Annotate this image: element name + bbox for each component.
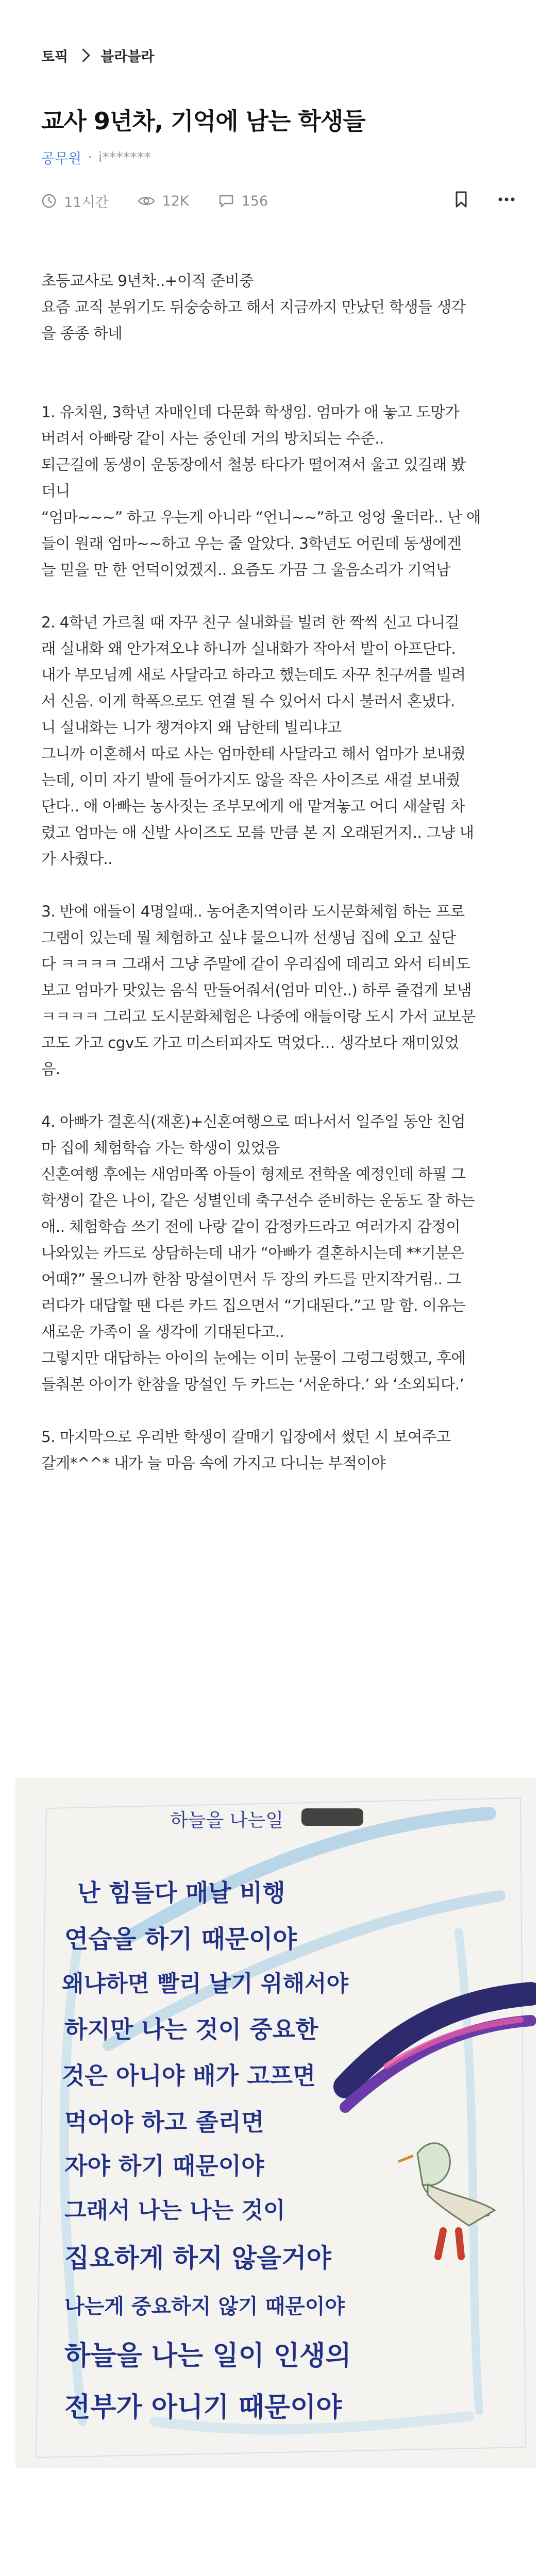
bookmark-icon[interactable] bbox=[454, 191, 468, 208]
poem-line: 것은 아니야 배가 고프면 bbox=[62, 2062, 316, 2090]
chevron-right-icon bbox=[76, 48, 90, 62]
poem-line: 자야 하기 때문이야 bbox=[64, 2152, 264, 2180]
views-stat bbox=[138, 193, 189, 209]
post-paragraph-2: 2. 4학년 가르칠 때 자꾸 친구 실내화를 빌려 한 짝씩 신고 다니길 래 실내화 왜 안가져오냐 하니까 실내화가 작아서 발이 아프단다. 내가 부모님께 새로 사달라고 하라고 했는데도 자꾸 친구꺼를 빌려 서 신음. 이게 학폭으로도 연결 될 수 있어서 다시 불러서 혼냈다. 니 실내화는 니가 챙겨야지 왜 남한테 빌리냐고 그니까 이혼해서 따로 사는 엄마한테 사달라고 해서 엄마가 보내줬 는데, 이미 자기 발에 들어가지도 않을 작은 사이즈로 새걸 보내줬 단다.. 애 아빠는 농사짓는 조부모에게 애 맡겨놓고 어디 새살림 차 렸고 엄마는 애 신발 사이즈도 모를 만큼 본 지 오래된거지.. 그냥 내 가 사줬다.. bbox=[41, 614, 474, 868]
post-comments-count: 156 bbox=[241, 193, 268, 209]
poem-line: 연습을 하기 때문이야 bbox=[64, 1925, 297, 1954]
more-options-icon[interactable] bbox=[498, 197, 515, 202]
post-paragraph-5: 5. 마지막으로 우리반 학생이 갈매기 입장에서 썼던 시 보여주고 갈게*^^* 내가 늘 마음 속에 가지고 다니는 부적이야 bbox=[41, 1428, 451, 1472]
breadcrumb-board-link[interactable]: 블라블라 bbox=[100, 49, 155, 65]
poem-line: 전부가 아니기 때문이야 bbox=[64, 2392, 342, 2423]
comment-bubble-icon bbox=[218, 193, 234, 209]
poem-line: 하늘을 나는 일이 인생의 bbox=[64, 2341, 351, 2371]
poem-line: 하지만 나는 것이 중요한 bbox=[64, 2015, 318, 2043]
post-paragraph-3: 3. 반에 애들이 4명일때.. 농어촌지역이라 도시문화체험 하는 프로 그램이 있는데 뭘 체험하고 싶냐 물으니까 선생님 집에 오고 싶단 다 ㅋㅋㅋㅋ 그래서 그냥 주말에 같이 우리집에 데리고 와서 티비도 보고 엄마가 맛있는 음식 만들어줘서(엄마 미안..) 하루 즐겁게 보냄 ㅋㅋㅋㅋ 그리고 도시문화체험은 나중에 애들이랑 도시 가서 교보문 고도 가고 cgv도 가고 미스터피자도 먹었다… 생각보다 재미있었 음. bbox=[41, 903, 476, 1078]
eye-icon bbox=[138, 193, 155, 209]
post-views: 12K bbox=[162, 193, 189, 209]
poem-line: 난 힘들다 매날 비행 bbox=[77, 1879, 285, 1907]
poem-line: 왜냐하면 빨리 날기 위해서야 bbox=[62, 1971, 349, 1997]
handwritten-poem-image bbox=[15, 1777, 536, 2468]
poem-line: 집요하게 하지 않을거야 bbox=[64, 2243, 331, 2273]
time-stat bbox=[41, 191, 109, 211]
poem-line: 먹어야 하고 졸리면 bbox=[64, 2108, 264, 2136]
post-author-meta bbox=[41, 147, 151, 167]
post-paragraph-1: 1. 유치원, 3학년 자매인데 다문화 학생임. 엄마가 애 놓고 도망가 버려서 아빠랑 같이 사는 중인데 거의 방치되는 수준.. 퇴근길에 동생이 운동장에서 철봉 타다가 떨어져서 울고 있길래 봤 더니 “엄마~~~” 하고 우는게 아니라 “언니~~”하고 엉엉 울더라.. 난 애 들이 원래 엄마~~하고 우는 줄 알았다. 3학년도 어린데 동생에겐 늘 믿을 만 한 언덕이었겠지.. 요즘도 가끔 그 울음소리가 기억남 bbox=[41, 403, 481, 579]
poem-line: 그래서 나는 나는 것이 bbox=[64, 2197, 285, 2224]
post-body bbox=[41, 268, 520, 1477]
post-author[interactable]: i******* bbox=[98, 149, 151, 165]
post-category[interactable]: 공무원 bbox=[41, 151, 82, 167]
post-title: 교사 9년차, 기억에 남는 학생들 bbox=[41, 107, 365, 135]
post-time: 11시간 bbox=[64, 194, 109, 211]
poem-line: 나는게 중요하지 않기 때문이야 bbox=[64, 2295, 345, 2318]
comments-stat[interactable] bbox=[218, 193, 268, 209]
breadcrumb bbox=[41, 45, 155, 65]
poem-photo bbox=[15, 1777, 536, 2468]
post-paragraph-intro: 초등교사로 9년차..+이직 준비중 요즘 교직 분위기도 뒤숭숭하고 해서 지금까지 만났던 학생들 생각 을 종종 하네 bbox=[41, 272, 466, 342]
post-stats-bar bbox=[41, 191, 515, 211]
post-actions bbox=[454, 191, 515, 208]
meta-separator: · bbox=[88, 149, 92, 165]
poem-title: 하늘을 나는일 bbox=[170, 1810, 284, 1831]
breadcrumb-topic-link[interactable]: 토픽 bbox=[41, 49, 69, 65]
clock-icon bbox=[41, 193, 57, 209]
post-paragraph-4: 4. 아빠가 결혼식(재혼)+신혼여행으로 떠나서서 일주일 동안 친엄 마 집에 체험학습 가는 학생이 있었음 신혼여행 후에는 새엄마쪽 아들이 형제로 전학올 예정인데 하필 그 학생이 같은 나이, 같은 성별인데 축구선수 준비하는 운동도 잘 하는 애.. 체험학습 쓰기 전에 나랑 같이 감정카드라고 여러가지 감정이 나와있는 카드로 상담하는데 내가 “아빠가 결혼하시는데 **기분은 어때?” 물으니까 한참 망설이면서 두 장의 카드를 만지작거림.. 그 러다가 대답할 땐 다른 카드 집으면서 “기대된다.”고 말 함. 이유는 새로운 가족이 올 생각에 기대된다고.. 그렇지만 대답하는 아이의 눈에는 이미 눈물이 그렁그렁했고, 후에 들춰본 아이가 한참을 망설인 두 카드는 ‘서운하다.’ 와 ‘소외되다.’ bbox=[41, 1113, 475, 1393]
